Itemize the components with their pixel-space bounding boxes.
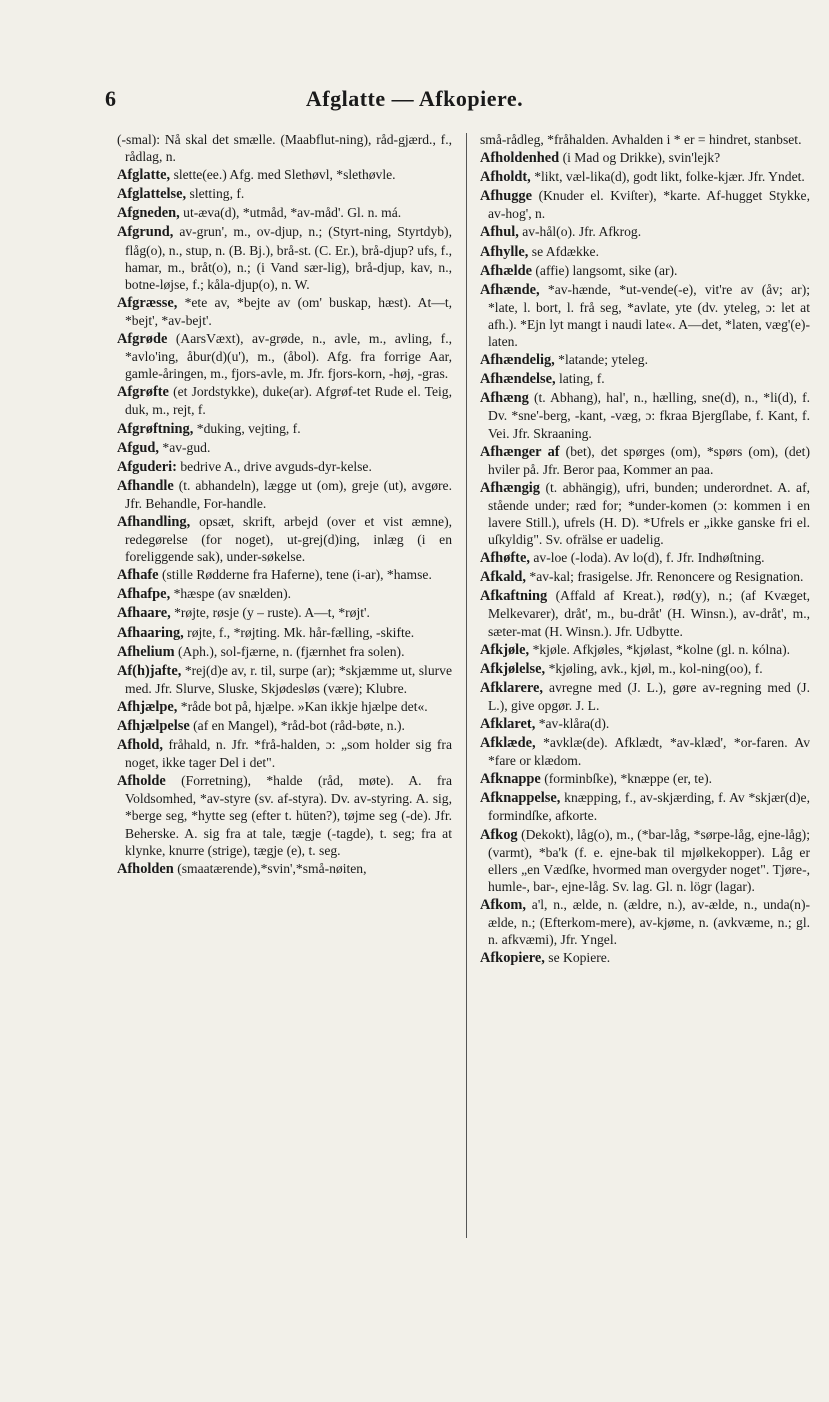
dictionary-entry — [117, 604, 452, 622]
entry-headword: Afhøfte, — [480, 550, 530, 567]
entry-definition: (Knuder el. Kviſter), *karte. Af-hugget Stykke, av-hog', n. — [488, 188, 810, 222]
entry-definition: små-rådleg, *fråhalden. Avhalden i * er = hindret, stanbset. — [480, 132, 802, 147]
entry-headword: Afhænde, — [480, 281, 540, 298]
entry-headword: Afklæde, — [480, 735, 536, 752]
entry-definition: (t. Abhang), hal', n., hælling, sne(d), n., *li(d), f. Dv. *sne'-berg, -kant, -væg, ɔ: fkraa Bjergſlabe, f. Kant, f. Vei. Jfr. Skraaning. — [488, 390, 810, 441]
entry-headword: Afhandling, — [117, 513, 191, 530]
entry-definition: (t. abhängig), ufri, bunden; underordnet. A. af, stående under; ræd for; *under-komen (ɔ: kommen i en lavere Still.), ufrels (H. D). *Ufrels er „ikke ganske fri el. uſkyldig". Sv. ofrälse er uadelig. — [488, 479, 810, 548]
entry-definition: (stille Rødderne fra Haferne), tene (i-ar), *hamse. — [161, 567, 432, 583]
entry-definition: (t. abhandeln), lægge ut (om), greje (ut), avgøre. Jfr. Behandle, For-handle. — [125, 477, 452, 511]
entry-definition: *ete av, *bejte av (om' buskap, hæst). At—t, *bejt', *av-bejt'. — [125, 294, 452, 328]
entry-definition: *røjte, røsje (y – ruste). A—t, *røjt'. — [174, 605, 370, 621]
entry-definition: (affie) langsomt, sike (ar). — [535, 262, 678, 278]
dictionary-entry — [117, 185, 452, 203]
entry-headword: Af(h)jafte, — [117, 662, 182, 679]
entry-headword: Afholde — [117, 773, 166, 790]
entry-definition: (Affald af Kreat.), rød(y), n.; (af Kvæget, Melkevarer), dråt', m., bu-dråt' (H. Winsn.), av-dråt', m., sæter-mat (H. Winsn.). Jfr. Udbytte. — [488, 588, 810, 639]
entry-headword: Afhæng — [480, 390, 529, 407]
entry-definition: (Forretning), *halde (råd, møte). A. fra Voldsomhed, *av-styre (sv. af-styra). Dv. av-styring. A. sig, *berge seg, *hytte seg (efter t. hüten?), tøjme seg (-de). Jfr. Beherske. A. sig fra at tale, tægje (-tagde), t. seg; fra at klynke, knurre (strige), tægje (e), t. seg. — [125, 773, 452, 858]
entry-headword: Afkjølelse, — [480, 660, 546, 677]
dictionary-entry — [117, 772, 452, 858]
entry-definition: (Aph.), sol-fjærne, n. (fjærnhet fra solen). — [177, 643, 405, 659]
entry-headword: Afhaare, — [117, 605, 171, 622]
dictionary-entry — [480, 149, 810, 167]
entry-headword: Afhænger af — [480, 443, 560, 460]
entry-definition: (forminbſke), *knæppe (er, te). — [544, 771, 712, 787]
entry-headword: Afhugge — [480, 188, 532, 205]
entry-definition: (af en Mangel), *råd-bot (råd-bøte, n.). — [193, 718, 405, 733]
entry-definition: avregne med (J. L.), gøre av-regning med (J. L.), give opgør. J. L. — [488, 679, 810, 713]
dictionary-entry — [480, 587, 810, 639]
entry-headword: Afhændelig, — [480, 352, 555, 369]
dictionary-entry — [117, 223, 452, 292]
dictionary-entry — [480, 896, 810, 948]
dictionary-entry — [480, 223, 810, 241]
right-column — [480, 131, 810, 1342]
entry-definition: lating, f. — [558, 371, 605, 387]
entry-headword: Afhændelse, — [480, 371, 556, 388]
entry-definition: (i Mad og Drikke), svin'lejk? — [562, 150, 721, 166]
entry-headword: Afhul, — [480, 224, 519, 241]
entry-definition: bedrive A., drive avguds-dyr-kelse. — [180, 458, 372, 474]
dictionary-entry — [117, 330, 452, 382]
dictionary-entry — [480, 568, 810, 586]
entry-headword: Afgrøfte — [117, 384, 169, 401]
entry-definition: *hæspe (av snælden). — [173, 586, 291, 602]
dictionary-entry — [480, 715, 810, 733]
dictionary-entry — [117, 585, 452, 603]
entry-headword: Afknappe — [480, 771, 541, 788]
dictionary-entry — [480, 370, 810, 388]
dictionary-entry — [117, 131, 452, 165]
entry-definition: fråhald, n. Jfr. *frå-halden, ɔ: „som holder sig fra noget, ikke tager Del i det". — [125, 737, 452, 771]
page-number: 6 — [105, 86, 116, 111]
dictionary-entry — [480, 479, 810, 548]
dictionary-entry — [117, 624, 452, 642]
entry-definition: av-hål(o). Jfr. Afkrog. — [522, 224, 642, 240]
dictionary-entry — [480, 789, 810, 824]
dictionary-entry — [480, 262, 810, 280]
entry-headword: Afglattelse, — [117, 186, 187, 203]
entry-headword: Afhold, — [117, 737, 163, 754]
dictionary-entry — [117, 566, 452, 584]
entry-headword: Afgneden, — [117, 205, 180, 222]
entry-headword: Afgrøftning, — [117, 420, 194, 437]
dictionary-entry — [480, 549, 810, 567]
dictionary-entry — [117, 643, 452, 661]
entry-headword: Afkald, — [480, 569, 526, 586]
entry-headword: Afhylle, — [480, 243, 529, 260]
entry-headword: Afhafpe, — [117, 586, 171, 603]
entry-definition: *kjøle. Afkjøles, *kjølast, *kolne (gl. n. kólna). — [532, 641, 791, 657]
dictionary-entry — [480, 660, 810, 678]
left-column — [117, 131, 452, 1342]
dictionary-entry — [117, 513, 452, 565]
entry-definition: (bet), det spørges (om), *spørs (om), (det) hviler på. Jfr. Beror paa, Kommer an paa. — [488, 443, 810, 477]
entry-headword: Afholden — [117, 860, 174, 877]
entry-headword: Afholdenhed — [480, 150, 560, 167]
entry-headword: Afkom, — [480, 896, 526, 913]
entry-definition: *råde bot på, hjælpe. »Kan ikkje hjælpe det«. — [180, 698, 428, 714]
dictionary-entry — [480, 168, 810, 186]
dictionary-entry — [480, 187, 810, 222]
dictionary-entry — [117, 294, 452, 329]
dictionary-entry — [117, 204, 452, 222]
dictionary-entry — [117, 477, 452, 512]
entry-headword: Afhængig — [480, 479, 540, 496]
entry-definition: *av-hænde, *ut-vende(-e), vit're av (åv; ar); *late, l. bort, l. frå seg, *avlate, yte (dv. yteleg, ɔ: let at afh.). *Ejn lyt mangt i naudi late«. A—det, *laten, væg'(e)-laten. — [488, 281, 810, 350]
entry-headword: Afglatte, — [117, 167, 171, 184]
entry-definition: røjte, f., *røjting. Mk. hår-fælling, -skifte. — [187, 624, 415, 640]
entry-definition: a'l, n., ælde, n. (ældre, n.), av-ælde, n., unda(n)-ælde, n.; (Efterkom-mere), av-kjøme, n. (avkvæme, n.; gl. n. afkvæmi), Jfr. Yngel. — [488, 896, 810, 948]
entry-headword: Afholdt, — [480, 169, 531, 186]
entry-definition: *av-kal; frasigelse. Jfr. Renoncere og Resignation. — [529, 569, 804, 585]
dictionary-entry — [480, 641, 810, 659]
dictionary-entry — [480, 679, 810, 714]
entry-headword: Afklarere, — [480, 679, 544, 696]
dictionary-entry — [117, 736, 452, 771]
entry-definition: sletting, f. — [189, 186, 245, 202]
entry-definition: opsæt, skrift, arbejd (over et vist æmne), redegørelse (for noget), ut-grej(d)ing, inlæg (i en foreliggende sak), under-søkelse. — [125, 513, 452, 565]
entry-definition: *kjøling, avk., kjøl, m., kol-ning(oo), f. — [548, 660, 763, 676]
dictionary-entry — [117, 458, 452, 476]
dictionary-entry — [480, 443, 810, 478]
entry-definition: *likt, væl-lika(d), godt likt, folke-kjær. Jfr. Yndet. — [534, 169, 805, 185]
dictionary-entry — [117, 717, 452, 735]
entry-headword: Afkjøle, — [480, 641, 530, 658]
entry-definition: (-smal): Nå skal det smælle. (Maabflut-ning), råd-gjærd., f., rådlag, n. — [117, 132, 452, 165]
entry-definition: se Afdække. — [531, 243, 599, 259]
entry-definition: knæpping, f., av-skjærding, f. Av *skjær(d)e, formindſke, afkorte. — [488, 790, 810, 824]
dictionary-entry — [480, 131, 810, 148]
entry-definition: (AarsVæxt), av-grøde, n., avle, m., avling, f., *avlo'ing, åbur(d)(u'), m., (åbol). Afg. fra forrige Aar, gamle-åringen, m., fjors-avle, m. Jfr. fjors-korn, -høj, -gras. — [125, 331, 452, 382]
entry-definition: *avklæ(de). Afklædt, *av-klæd', *or-faren. Av *fare or klædom. — [488, 735, 810, 769]
entry-headword: Afkopiere, — [480, 950, 545, 967]
dictionary-entry — [480, 281, 810, 350]
dictionary-entry — [480, 351, 810, 369]
dictionary-entry — [117, 383, 452, 418]
entry-headword: Afhjælpelse — [117, 718, 190, 734]
entry-headword: Afknappelse, — [480, 790, 561, 807]
entry-headword: Afgrøde — [117, 331, 168, 348]
entry-headword: Afhelium — [117, 643, 175, 660]
entry-headword: Afgrund, — [117, 224, 174, 241]
entry-definition: ut-æva(d), *utmåd, *av-måd'. Gl. n. má. — [183, 205, 402, 221]
entry-headword: Afguderi: — [117, 458, 177, 475]
entry-headword: Afkog — [480, 826, 518, 843]
entry-headword: Afhælde — [480, 262, 532, 279]
entry-definition: av-loe (-loda). Av lo(d), f. Jfr. Indhøſtning. — [533, 550, 765, 566]
entry-definition: slette(ee.) Afg. med Slethøvl, *slethøvle. — [173, 167, 396, 183]
entry-definition: *av-gud. — [162, 439, 211, 455]
entry-headword: Afhjælpe, — [117, 698, 178, 715]
dictionary-entry — [117, 420, 452, 438]
entry-definition: av-grun', m., ov-djup, n.; (Styrt-ning, Styrtdyb), flåg(o), n., stup, n. (B. Bj.), brå-st. (C. Er.), brå-djup? ufs, f., hamar, m., bråt(o), n.; (i Vand sær-lig), brå-djup, kav, n., botne-løjse, f.; kåla-djup(o), n. W. — [125, 224, 452, 292]
entry-headword: Afgud, — [117, 439, 159, 456]
entry-definition: *rej(d)e av, r. til, surpe (ar); *skjæmme ut, slurve med. Jfr. Slurve, Sluske, Skjødesløs (være); Klubre. — [125, 662, 452, 696]
entry-definition: *latande; yteleg. — [558, 352, 649, 368]
dictionary-entry — [480, 949, 810, 967]
page-title: Afglatte — Afkopiere. — [305, 86, 524, 111]
entry-definition: *duking, vejting, f. — [196, 420, 301, 436]
column-divider — [466, 133, 467, 1238]
entry-headword: Afhandle — [117, 477, 174, 494]
entry-definition: (smaatærende),*svin',*små-nøiten, — [177, 860, 367, 876]
entry-definition: (et Jordstykke), duke(ar). Afgrøf-tet Rude el. Teig, duk, m., rejt, f. — [125, 384, 452, 418]
dictionary-entry — [117, 166, 452, 184]
dictionary-entry — [480, 826, 810, 895]
entry-headword: Afhafe — [117, 567, 159, 584]
entry-definition: (Dekokt), låg(o), m., (*bar-låg, *sørpe-låg, ejne-låg); (varmt), *ba'k (f. e. ejne-bak til mjølkekopper). Låg er ellers „en Vædſke, hvormed man overgyder noget". Tjøre-, humle-, bar-, ejne-låg. Sv. lag. Gl. n. lögr (lagar). — [488, 826, 810, 894]
entry-headword: Afklaret, — [480, 716, 536, 732]
entry-headword: Afgræsse, — [117, 294, 178, 311]
entry-definition: se Kopiere. — [548, 950, 611, 966]
dictionary-entry — [117, 698, 452, 716]
dictionary-entry — [480, 389, 810, 441]
dictionary-entry — [117, 860, 452, 878]
dictionary-entry — [117, 439, 452, 457]
dictionary-entry — [480, 734, 810, 769]
dictionary-entry — [117, 662, 452, 697]
entry-headword: Afkaftning — [480, 588, 548, 605]
entry-headword: Afhaaring, — [117, 624, 184, 641]
entry-definition: *av-klåra(d). — [538, 716, 610, 731]
dictionary-entry — [480, 243, 810, 261]
page-header — [0, 86, 829, 116]
dictionary-entry — [480, 770, 810, 788]
